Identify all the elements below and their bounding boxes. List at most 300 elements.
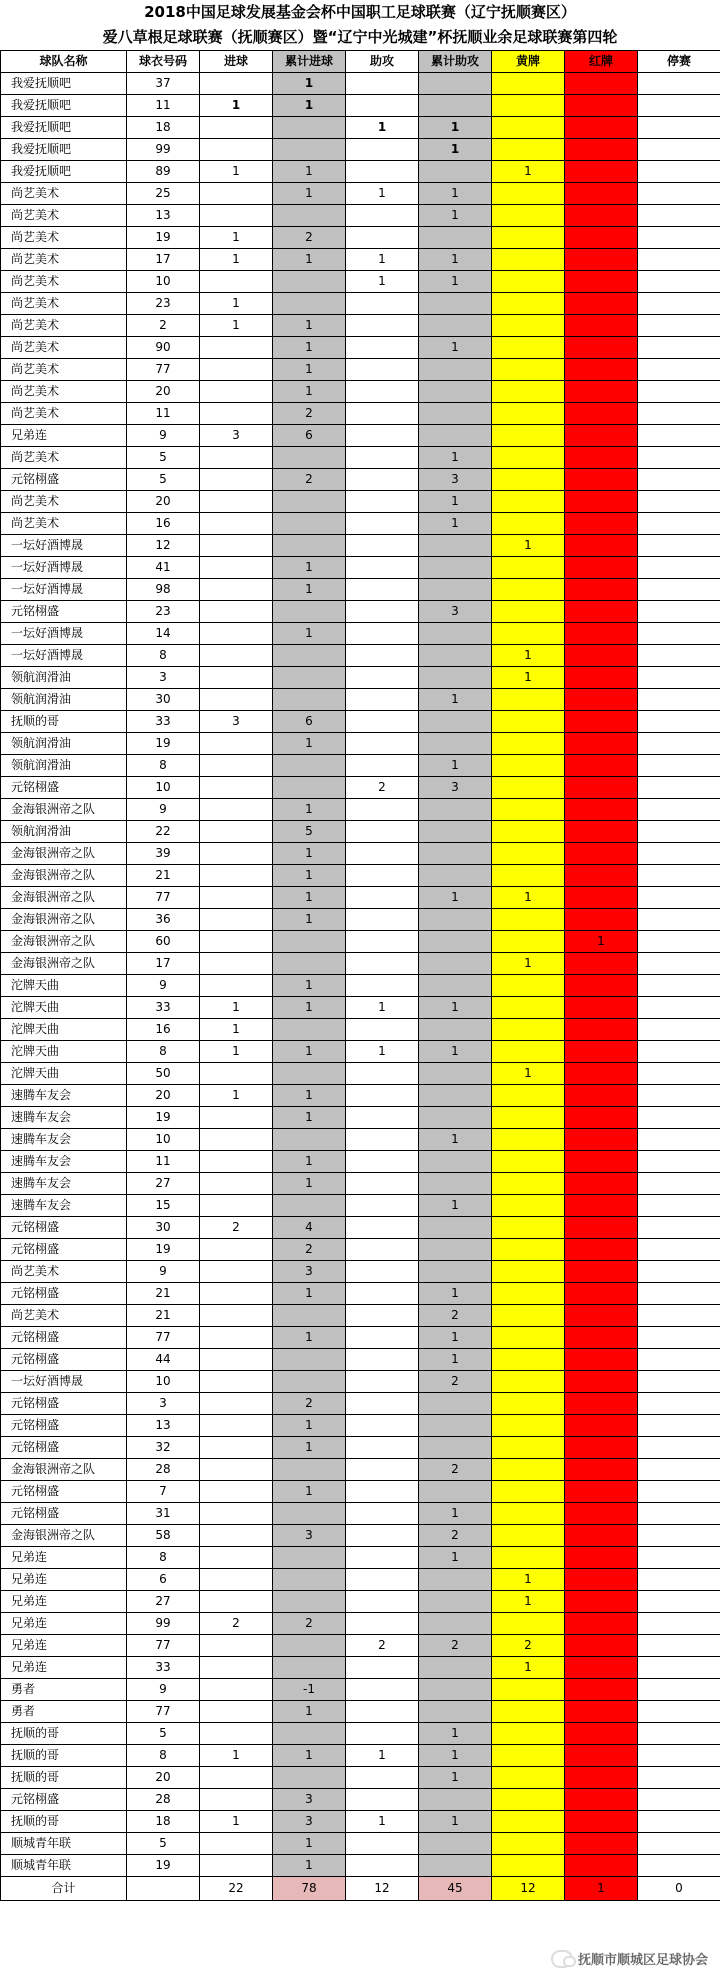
total-goals-cell: 1 — [273, 1283, 346, 1305]
assists-cell — [346, 689, 419, 711]
team-cell: 尚艺美术 — [1, 315, 127, 337]
total-assists-cell — [419, 799, 492, 821]
red-cell — [565, 381, 638, 403]
assists-cell — [346, 1459, 419, 1481]
table-row — [1, 1173, 720, 1195]
team-cell: 尚艺美术 — [1, 491, 127, 513]
jersey-cell: 10 — [127, 271, 200, 293]
yellow-cell — [492, 1789, 565, 1811]
table-row — [1, 95, 720, 117]
total-assists-cell — [419, 557, 492, 579]
jersey-cell: 77 — [127, 1327, 200, 1349]
assists-cell — [346, 535, 419, 557]
red-cell — [565, 1503, 638, 1525]
goals-cell — [200, 1129, 273, 1151]
jersey-cell: 3 — [127, 1393, 200, 1415]
table-row — [1, 293, 720, 315]
total-assists-cell — [419, 1063, 492, 1085]
yellow-cell — [492, 1261, 565, 1283]
team-cell: 元铭栩盛 — [1, 1283, 127, 1305]
total-assists-cell — [419, 535, 492, 557]
team-cell: 领航润滑油 — [1, 689, 127, 711]
assists-cell — [346, 755, 419, 777]
red-cell — [565, 1393, 638, 1415]
total-assists-cell — [419, 1657, 492, 1679]
total-goals-cell: 1 — [273, 1833, 346, 1855]
goals-cell — [200, 799, 273, 821]
table-row — [1, 1547, 720, 1569]
team-cell: 尚艺美术 — [1, 403, 127, 425]
total-assists-cell: 1 — [419, 491, 492, 513]
jersey-cell: 9 — [127, 975, 200, 997]
red-cell — [565, 249, 638, 271]
suspension-cell — [638, 535, 720, 557]
yellow-cell — [492, 227, 565, 249]
total-assists-cell — [419, 1855, 492, 1877]
team-cell: 元铭栩盛 — [1, 1217, 127, 1239]
team-cell: 抚顺的哥 — [1, 1745, 127, 1767]
total-assists-cell: 1 — [419, 1349, 492, 1371]
goals-cell — [200, 1195, 273, 1217]
team-cell: 元铭栩盛 — [1, 1239, 127, 1261]
table-row — [1, 1789, 720, 1811]
table-row — [1, 513, 720, 535]
jersey-cell: 12 — [127, 535, 200, 557]
assists-cell — [346, 1503, 419, 1525]
table-row — [1, 1305, 720, 1327]
table-row — [1, 843, 720, 865]
total-goals-cell: 3 — [273, 1811, 346, 1833]
jersey-cell: 16 — [127, 1019, 200, 1041]
suspension-cell — [638, 1767, 720, 1789]
total-assists-cell — [419, 645, 492, 667]
assists-cell — [346, 1855, 419, 1877]
yellow-cell — [492, 755, 565, 777]
total-assists-cell — [419, 1261, 492, 1283]
jersey-cell: 15 — [127, 1195, 200, 1217]
red-cell — [565, 1525, 638, 1547]
red-cell — [565, 1195, 638, 1217]
goals-cell — [200, 623, 273, 645]
suspension-cell — [638, 1833, 720, 1855]
table-row — [1, 1063, 720, 1085]
assists-cell — [346, 1063, 419, 1085]
total-goals-cell: 1 — [273, 1701, 346, 1723]
suspension-cell — [638, 1635, 720, 1657]
team-cell: 速腾车友会 — [1, 1195, 127, 1217]
suspension-cell — [638, 1811, 720, 1833]
total-assists-cell: 1 — [419, 1327, 492, 1349]
assists-cell — [346, 491, 419, 513]
jersey-cell: 20 — [127, 381, 200, 403]
team-cell: 尚艺美术 — [1, 359, 127, 381]
goals-cell — [200, 535, 273, 557]
table-row — [1, 73, 720, 95]
table-row — [1, 139, 720, 161]
suspension-cell — [638, 799, 720, 821]
table-row — [1, 865, 720, 887]
total-goals-cell — [273, 755, 346, 777]
suspension-cell — [638, 1283, 720, 1305]
goals-cell — [200, 1525, 273, 1547]
table-row — [1, 1745, 720, 1767]
table-row — [1, 271, 720, 293]
team-cell: 一坛好酒博晟 — [1, 579, 127, 601]
yellow-cell — [492, 469, 565, 491]
red-cell — [565, 1415, 638, 1437]
jersey-cell: 6 — [127, 1569, 200, 1591]
goals-cell: 1 — [200, 227, 273, 249]
team-cell: 我爱抚顺吧 — [1, 73, 127, 95]
red-cell — [565, 1459, 638, 1481]
yellow-cell: 1 — [492, 1657, 565, 1679]
jersey-cell: 20 — [127, 1085, 200, 1107]
goals-cell — [200, 205, 273, 227]
jersey-cell: 13 — [127, 1415, 200, 1437]
yellow-cell — [492, 1503, 565, 1525]
yellow-cell — [492, 95, 565, 117]
jersey-cell: 8 — [127, 1041, 200, 1063]
table-row — [1, 1129, 720, 1151]
yellow-cell — [492, 359, 565, 381]
red-cell — [565, 1833, 638, 1855]
total-assists-cell — [419, 1613, 492, 1635]
yellow-cell — [492, 403, 565, 425]
red-cell — [565, 1569, 638, 1591]
yellow-cell: 黄牌 — [492, 51, 565, 73]
goals-cell: 1 — [200, 161, 273, 183]
assists-cell: 1 — [346, 183, 419, 205]
goals-cell — [200, 1833, 273, 1855]
team-cell: 沱牌天曲 — [1, 1019, 127, 1041]
total-goals-cell — [273, 117, 346, 139]
assists-cell — [346, 1393, 419, 1415]
total-assists-cell: 2 — [419, 1525, 492, 1547]
yellow-cell: 1 — [492, 1569, 565, 1591]
red-cell — [565, 1239, 638, 1261]
yellow-cell — [492, 1481, 565, 1503]
total-goals-cell — [273, 535, 346, 557]
jersey-cell: 30 — [127, 1217, 200, 1239]
red-cell — [565, 1723, 638, 1745]
red-cell — [565, 799, 638, 821]
total-assists-cell — [419, 931, 492, 953]
jersey-cell: 5 — [127, 447, 200, 469]
assists-cell — [346, 359, 419, 381]
suspension-cell — [638, 557, 720, 579]
red-cell — [565, 1019, 638, 1041]
total-assists-cell: 1 — [419, 205, 492, 227]
assists-cell: 助攻 — [346, 51, 419, 73]
suspension-cell — [638, 381, 720, 403]
total-assists-cell: 1 — [419, 271, 492, 293]
goals-cell — [200, 1591, 273, 1613]
red-cell — [565, 535, 638, 557]
goals-cell — [200, 821, 273, 843]
assists-cell — [346, 425, 419, 447]
total-goals-cell — [273, 601, 346, 623]
goals-cell — [200, 667, 273, 689]
jersey-cell: 19 — [127, 227, 200, 249]
red-cell — [565, 425, 638, 447]
team-cell: 兄弟连 — [1, 1635, 127, 1657]
table-row — [1, 821, 720, 843]
jersey-cell: 31 — [127, 1503, 200, 1525]
suspension-cell — [638, 909, 720, 931]
table-row — [1, 623, 720, 645]
goals-cell: 1 — [200, 1041, 273, 1063]
goals-cell — [200, 403, 273, 425]
yellow-cell — [492, 1129, 565, 1151]
yellow-cell — [492, 997, 565, 1019]
total-goals-cell — [273, 271, 346, 293]
goals-cell — [200, 1349, 273, 1371]
goals-cell — [200, 1283, 273, 1305]
total-goals-cell: 1 — [273, 843, 346, 865]
team-cell: 尚艺美术 — [1, 1261, 127, 1283]
assists-cell — [346, 975, 419, 997]
yellow-cell — [492, 1745, 565, 1767]
total-goals-cell: 1 — [273, 359, 346, 381]
table-row — [1, 1349, 720, 1371]
yellow-cell — [492, 249, 565, 271]
goals-cell — [200, 557, 273, 579]
total-goals-cell — [273, 1019, 346, 1041]
jersey-cell: 50 — [127, 1063, 200, 1085]
jersey-cell: 20 — [127, 491, 200, 513]
red-cell — [565, 1657, 638, 1679]
jersey-cell: 18 — [127, 1811, 200, 1833]
goals-cell — [200, 139, 273, 161]
team-cell: 尚艺美术 — [1, 513, 127, 535]
team-cell: 元铭栩盛 — [1, 1437, 127, 1459]
suspension-cell — [638, 1481, 720, 1503]
table-row — [1, 1635, 720, 1657]
jersey-cell: 27 — [127, 1591, 200, 1613]
yellow-cell: 12 — [492, 1877, 565, 1901]
jersey-cell: 17 — [127, 953, 200, 975]
assists-cell — [346, 909, 419, 931]
goals-cell — [200, 183, 273, 205]
table-row — [1, 1723, 720, 1745]
total-assists-cell: 3 — [419, 601, 492, 623]
goals-cell — [200, 1657, 273, 1679]
team-cell: 兄弟连 — [1, 1569, 127, 1591]
total-assists-cell — [419, 161, 492, 183]
table-row — [1, 909, 720, 931]
total-goals-cell: 1 — [273, 1173, 346, 1195]
table-row — [1, 777, 720, 799]
red-cell — [565, 183, 638, 205]
team-cell: 金海银洲帝之队 — [1, 799, 127, 821]
team-cell: 元铭栩盛 — [1, 601, 127, 623]
table-row — [1, 1481, 720, 1503]
total-goals-cell — [273, 1349, 346, 1371]
table-row — [1, 1327, 720, 1349]
suspension-cell: 停赛 — [638, 51, 720, 73]
total-assists-cell: 1 — [419, 1745, 492, 1767]
total-assists-cell: 1 — [419, 1767, 492, 1789]
jersey-cell: 17 — [127, 249, 200, 271]
suspension-cell — [638, 1613, 720, 1635]
yellow-cell: 1 — [492, 887, 565, 909]
table-row — [1, 931, 720, 953]
red-cell — [565, 1701, 638, 1723]
jersey-cell: 37 — [127, 73, 200, 95]
jersey-cell: 21 — [127, 865, 200, 887]
assists-cell — [346, 1173, 419, 1195]
total-assists-cell: 2 — [419, 1371, 492, 1393]
red-cell — [565, 1041, 638, 1063]
total-assists-cell — [419, 73, 492, 95]
goals-cell — [200, 975, 273, 997]
team-cell: 尚艺美术 — [1, 227, 127, 249]
jersey-cell: 16 — [127, 513, 200, 535]
red-cell — [565, 469, 638, 491]
yellow-cell — [492, 447, 565, 469]
table-row — [1, 535, 720, 557]
goals-cell: 进球 — [200, 51, 273, 73]
total-assists-cell: 1 — [419, 1547, 492, 1569]
yellow-cell — [492, 1723, 565, 1745]
yellow-cell — [492, 1811, 565, 1833]
jersey-cell: 19 — [127, 1855, 200, 1877]
total-assists-cell — [419, 865, 492, 887]
total-goals-cell: 3 — [273, 1525, 346, 1547]
jersey-cell: 球衣号码 — [127, 51, 200, 73]
jersey-cell: 33 — [127, 711, 200, 733]
goals-cell — [200, 579, 273, 601]
total-assists-cell — [419, 1173, 492, 1195]
team-cell: 沱牌天曲 — [1, 1041, 127, 1063]
goals-cell — [200, 73, 273, 95]
team-cell: 金海银洲帝之队 — [1, 953, 127, 975]
assists-cell — [346, 1415, 419, 1437]
yellow-cell — [492, 337, 565, 359]
assists-cell — [346, 1767, 419, 1789]
team-cell: 合计 — [1, 1877, 127, 1901]
goals-cell — [200, 1107, 273, 1129]
table-row — [1, 161, 720, 183]
team-cell: 尚艺美术 — [1, 293, 127, 315]
assists-cell — [346, 205, 419, 227]
total-assists-cell: 1 — [419, 1723, 492, 1745]
team-cell: 顺城青年联 — [1, 1855, 127, 1877]
jersey-cell: 25 — [127, 183, 200, 205]
yellow-cell — [492, 1613, 565, 1635]
total-goals-cell: 1 — [273, 161, 346, 183]
goals-cell — [200, 733, 273, 755]
table-row — [1, 469, 720, 491]
goals-cell — [200, 909, 273, 931]
suspension-cell — [638, 1415, 720, 1437]
yellow-cell — [492, 623, 565, 645]
total-goals-cell: 1 — [273, 557, 346, 579]
goals-cell — [200, 1173, 273, 1195]
assists-cell — [346, 95, 419, 117]
goals-cell — [200, 865, 273, 887]
goals-cell — [200, 513, 273, 535]
total-goals-cell — [273, 1767, 346, 1789]
goals-cell: 1 — [200, 95, 273, 117]
yellow-cell — [492, 491, 565, 513]
assists-cell — [346, 1437, 419, 1459]
total-assists-cell — [419, 403, 492, 425]
suspension-cell — [638, 447, 720, 469]
table-row — [1, 425, 720, 447]
jersey-cell: 18 — [127, 117, 200, 139]
jersey-cell: 5 — [127, 469, 200, 491]
total-assists-cell — [419, 909, 492, 931]
assists-cell — [346, 733, 419, 755]
goals-cell: 1 — [200, 1085, 273, 1107]
goals-cell — [200, 1327, 273, 1349]
suspension-cell — [638, 601, 720, 623]
table-row — [1, 315, 720, 337]
suspension-cell — [638, 73, 720, 95]
assists-cell — [346, 1701, 419, 1723]
table-row — [1, 997, 720, 1019]
jersey-cell: 77 — [127, 887, 200, 909]
assists-cell — [346, 1591, 419, 1613]
goals-cell — [200, 271, 273, 293]
table-row — [1, 667, 720, 689]
goals-cell — [200, 1635, 273, 1657]
yellow-cell — [492, 1173, 565, 1195]
table-row — [1, 491, 720, 513]
goals-cell — [200, 1437, 273, 1459]
total-assists-cell: 1 — [419, 1195, 492, 1217]
suspension-cell — [638, 117, 720, 139]
total-assists-cell — [419, 381, 492, 403]
total-goals-cell: 1 — [273, 1041, 346, 1063]
total-assists-cell — [419, 821, 492, 843]
yellow-cell — [492, 1415, 565, 1437]
goals-cell — [200, 381, 273, 403]
goals-cell — [200, 1569, 273, 1591]
goals-cell — [200, 469, 273, 491]
red-cell — [565, 1635, 638, 1657]
assists-cell — [346, 1569, 419, 1591]
red-cell — [565, 1371, 638, 1393]
team-cell: 金海银洲帝之队 — [1, 931, 127, 953]
table-row — [1, 755, 720, 777]
total-assists-cell — [419, 227, 492, 249]
jersey-cell: 3 — [127, 667, 200, 689]
suspension-cell — [638, 513, 720, 535]
total-assists-cell: 1 — [419, 887, 492, 909]
suspension-cell — [638, 1371, 720, 1393]
team-cell: 我爱抚顺吧 — [1, 161, 127, 183]
yellow-cell — [492, 1151, 565, 1173]
team-cell: 元铭栩盛 — [1, 1789, 127, 1811]
goals-cell — [200, 1679, 273, 1701]
total-assists-cell: 1 — [419, 447, 492, 469]
total-goals-cell: 2 — [273, 403, 346, 425]
team-cell: 领航润滑油 — [1, 667, 127, 689]
suspension-cell — [638, 1855, 720, 1877]
total-goals-cell — [273, 1657, 346, 1679]
total-assists-cell — [419, 1833, 492, 1855]
suspension-cell — [638, 997, 720, 1019]
goals-cell — [200, 337, 273, 359]
red-cell — [565, 1063, 638, 1085]
watermark — [551, 1949, 708, 1968]
jersey-cell: 77 — [127, 1635, 200, 1657]
yellow-cell — [492, 1217, 565, 1239]
assists-cell — [346, 953, 419, 975]
suspension-cell — [638, 1723, 720, 1745]
